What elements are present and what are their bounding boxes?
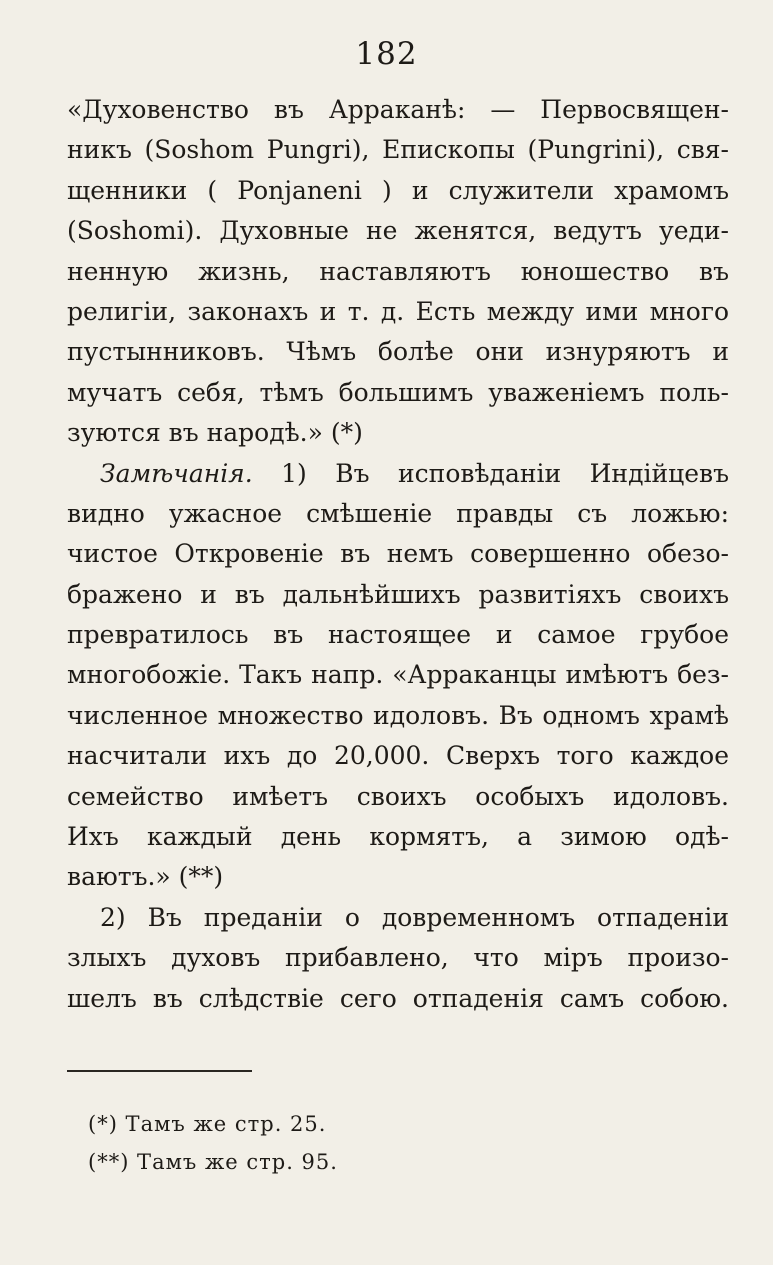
text-line: чистое Откровеніе въ немъ совершенно обезо-	[67, 539, 729, 569]
text-line: мучатъ себя, тѣмъ большимъ уваженіемъ поль-	[67, 377, 729, 407]
text-line: злыхъ духовъ прибавлено, что міръ произо-	[67, 943, 729, 973]
text-line: щенники ( Ponjaneni ) и служители храмомъ	[67, 175, 729, 205]
text-line: Ихъ каждый день кормятъ, а зимою одѣ-	[67, 822, 729, 852]
remarks-line	[67, 454, 729, 494]
text-line: насчитали ихъ до 20,000. Сверхъ того каждое	[67, 741, 729, 771]
text-line: пустынниковъ. Чѣмъ болѣе они изнуряютъ и	[67, 337, 729, 367]
text-line: превратилось въ настоящее и самое грубое	[67, 620, 729, 650]
text-line: ваютъ.» (**)	[67, 862, 224, 892]
text-line: ненную жизнь, наставляютъ юношество въ	[67, 256, 729, 286]
footnotes	[88, 1105, 338, 1181]
text-line: (Soshomi). Духовные не женятся, ведутъ уеди-	[67, 216, 729, 246]
remarks-heading: Замѣчанія.	[100, 458, 253, 488]
text-line: бражено и въ дальнѣйшихъ развитіяхъ своихъ	[67, 579, 729, 609]
text-line: численное множество идоловъ. Въ одномъ храмѣ	[67, 700, 729, 730]
footnote: (*) Тамъ же стр. 25.	[88, 1112, 327, 1136]
footnote: (**) Тамъ же стр. 95.	[88, 1150, 338, 1174]
text-line: «Духовенство въ Арраканѣ: — Первосвящен-	[67, 95, 729, 124]
text-line: видно ужасное смѣшеніе правды съ ложью:	[67, 498, 729, 528]
text-line: шелъ въ слѣдствіе сего отпаденія самъ собою.	[67, 983, 729, 1013]
text-line: никъ (Soshom Pungri), Епископы (Pungrini), свя-	[67, 135, 729, 165]
text-line: 2) Въ преданіи о довременномъ отпаденіи	[100, 902, 729, 932]
text-line: религіи, законахъ и т. д. Есть между ими много	[67, 296, 729, 326]
text-line: семейство имѣетъ своихъ особыхъ идоловъ.	[67, 781, 729, 811]
page-number: 182	[355, 36, 418, 72]
footnote-divider	[67, 1070, 252, 1072]
text-line: многобожіе. Такъ напр. «Арраканцы имѣютъ без-	[67, 660, 729, 690]
text-fragment: 1) Въ исповѣданіи Индійцевъ	[281, 458, 729, 488]
text-line: зуются въ народѣ.» (*)	[67, 418, 363, 448]
body-text	[67, 90, 729, 1019]
